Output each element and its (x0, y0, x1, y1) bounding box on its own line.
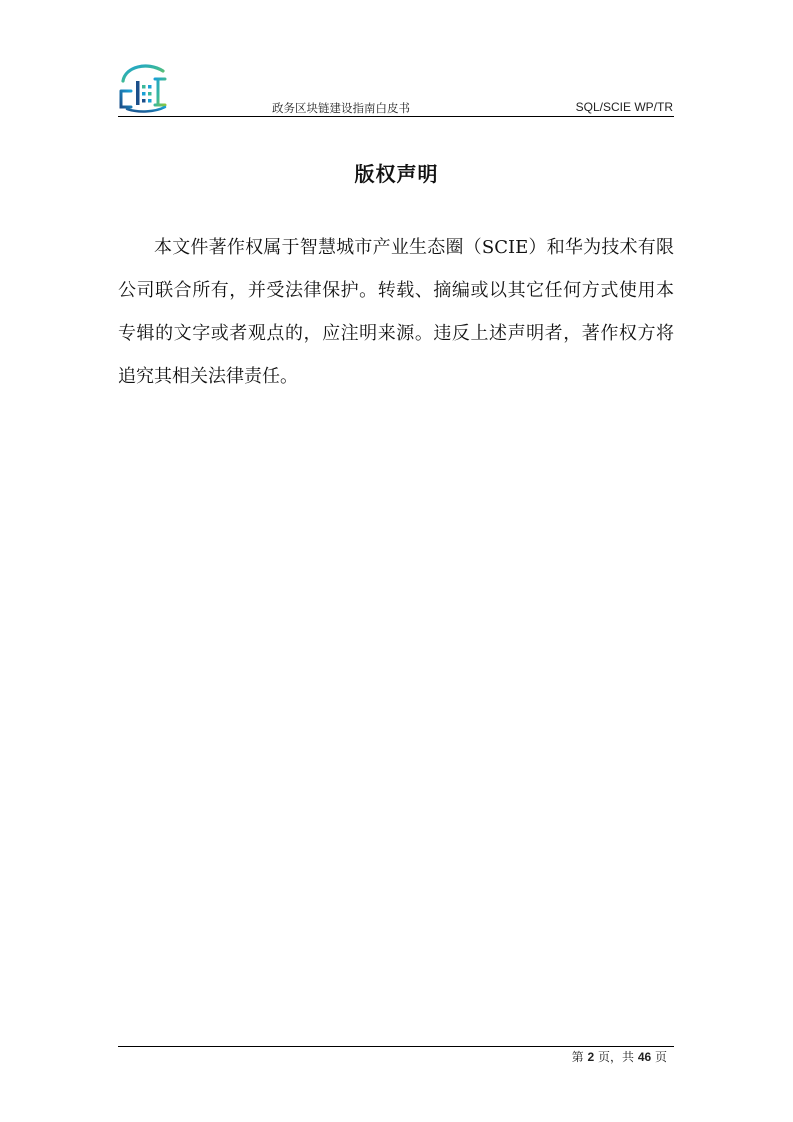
page-number-prefix: 第 (571, 1050, 588, 1064)
footer-divider (118, 1046, 674, 1047)
scie-logo-icon (117, 61, 171, 113)
header-document-code: SQL/SCIE WP/TR (575, 100, 673, 114)
header-document-title: 政务区块链建设指南白皮书 (272, 101, 410, 115)
page-number-middle: 页，共 (594, 1050, 638, 1064)
page-title: 版权声明 (354, 162, 439, 186)
current-page: 2 (587, 1050, 595, 1064)
page-number (572, 1048, 667, 1065)
copyright-paragraph: 本文件著作权属于智慧城市产业生态圈（SCIE）和华为技术有限公司联合所有，并受法律保护。转载、摘编或以其它任何方式使用本专辑的文字或者观点的，应注明来源。违反上述声明者，著作权方将追究其相关法律责任。 (118, 237, 674, 387)
total-pages: 46 (637, 1050, 652, 1064)
header-divider (118, 116, 674, 117)
page-number-suffix: 页 (651, 1050, 667, 1064)
